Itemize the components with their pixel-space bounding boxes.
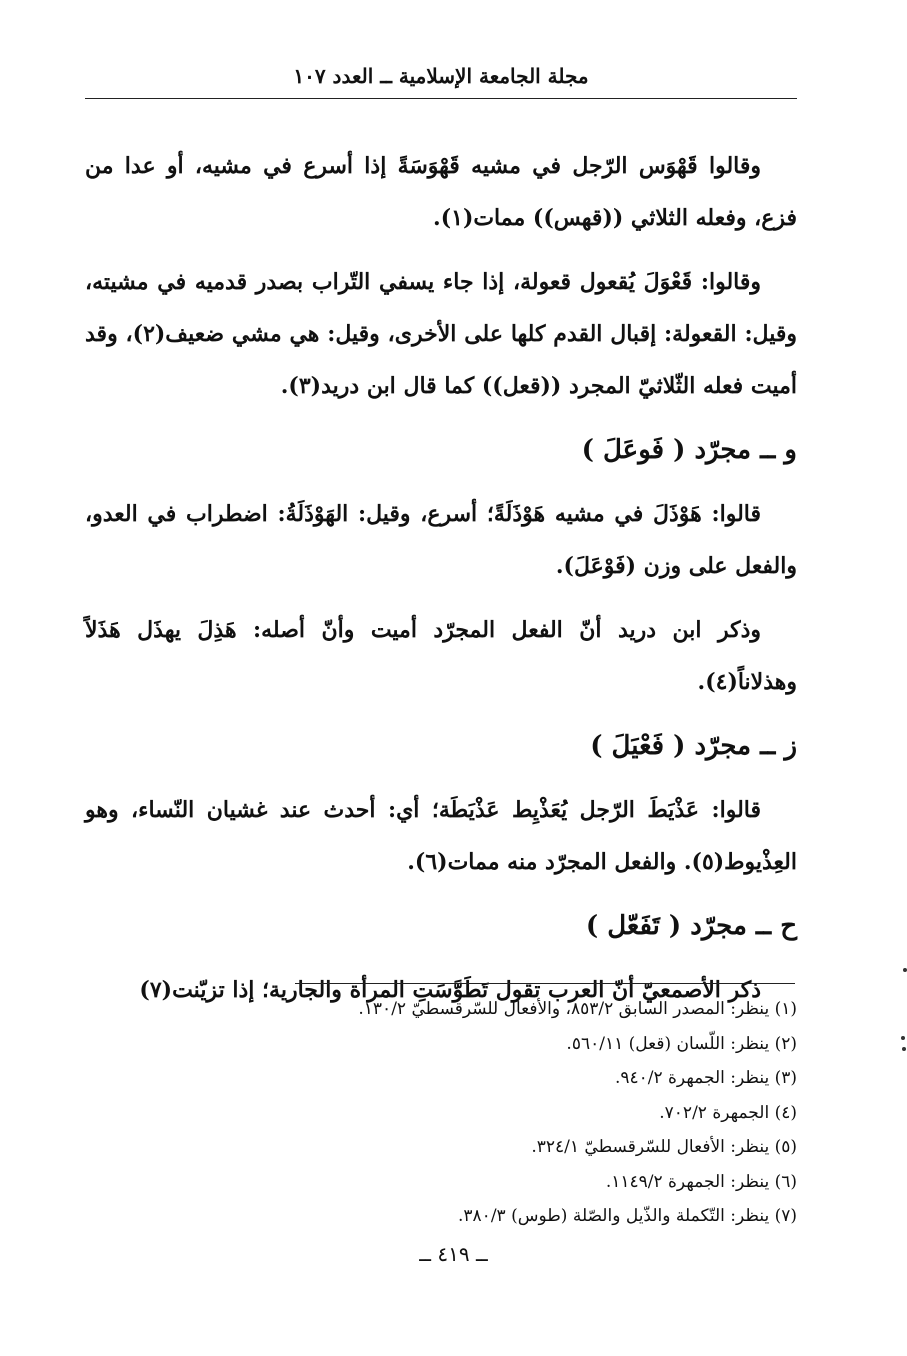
paragraph-adhyata: قالوا: عَذْيَطَ الرّجل يُعَذْيِط عَذْيَطَة؛ أي: أحدث عند غشيان النّساء، وهو العِذْيوط(٥). والفعل المجرّد منه ممات(٦).: [85, 797, 797, 875]
footnote-item: (٦) ينظر: الجمهرة ١١٤٩/٢.: [605, 1171, 797, 1192]
footnote-item: (٥) ينظر: الأفعال للسّرقسطيّ ٣٢٤/١.: [531, 1137, 797, 1157]
scan-speck: [901, 1036, 905, 1040]
footnotes: [85, 992, 797, 1234]
running-header: مجلة الجامعة الإسلامية ــ العدد ١٠٧: [293, 64, 589, 88]
paragraph-ibn-durayd: وذكر ابن دريد أنّ الفعل المجرّد أميت وأنّ أصله: هَذِلَ يهذَل هَذَلاً وهذلاناً(٤).: [85, 617, 797, 695]
footnote-item: (٤) الجمهرة ٧٠٢/٢.: [659, 1102, 797, 1123]
paragraph-qawala: وقالوا: قَعْوَلَ يُقعول قعولة، إذا جاء يسفي التّراب بصدر قدميه في مشيته، وقيل: القعولة: إقبال القدم كلها على الأخرى، وقيل: هي مشي ضعيف(٢)، وقد أميت فعله الثّلاثيّ المجرد ((قعل)) كما قال ابن دريد(٣).: [85, 269, 797, 399]
footnote-item: (٣) ينظر: الجمهرة ٩٤٠/٢.: [614, 1068, 797, 1088]
section-heading-fayal: ز ــ مجرّد ( فَعْيَلَ ): [590, 731, 797, 761]
scan-speck: [902, 1047, 906, 1051]
paragraph-hawdhala: قالوا: هَوْذَلَ في مشيه هَوْذَلَةً؛ أسرع، وقيل: الهَوْذَلَةُ: اضطراب في العدو، والفعل على وزن (فَوْعَلَ).: [85, 501, 797, 579]
footnote-item: (٧) ينظر: التّكملة والذّيل والصّلة (طوس) ٣٨٠/٣.: [458, 1206, 797, 1226]
main-text: [85, 140, 797, 1028]
footnote-item: (٢) ينظر: اللّسان (قعل) ٥٦٠/١١.: [566, 1033, 797, 1054]
footnote-item: (١) ينظر: المصدر السابق ٨٥٣/٢، والأفعال للسّرقسطيّ ١٣٠/٢.: [358, 999, 797, 1019]
paragraph-tatawwasat: ذكر الأصمعيّ أنّ العرب تقول تَطَوَّسَتِ المرأة والجارية؛ إذا تزيّنت(٧): [139, 977, 761, 1003]
scan-speck: [903, 968, 907, 972]
page-number: ــ ٤١٩ ــ: [419, 1242, 488, 1266]
paragraph-qahwasa: وقالوا قَهْوَس الرّجل في مشيه قَهْوَسَةً إذا أسرع في مشيه، أو عدا من فزع، وفعله الثلاثي ((قهس)) ممات(١).: [85, 153, 797, 231]
section-heading-fawal: و ــ مجرّد ( فَوعَلَ ): [581, 435, 797, 465]
section-heading-tafaal: ح ــ مجرّد ( تَفَعّل ): [585, 911, 797, 941]
footnote-divider: [295, 983, 795, 984]
header-divider: [85, 98, 797, 99]
